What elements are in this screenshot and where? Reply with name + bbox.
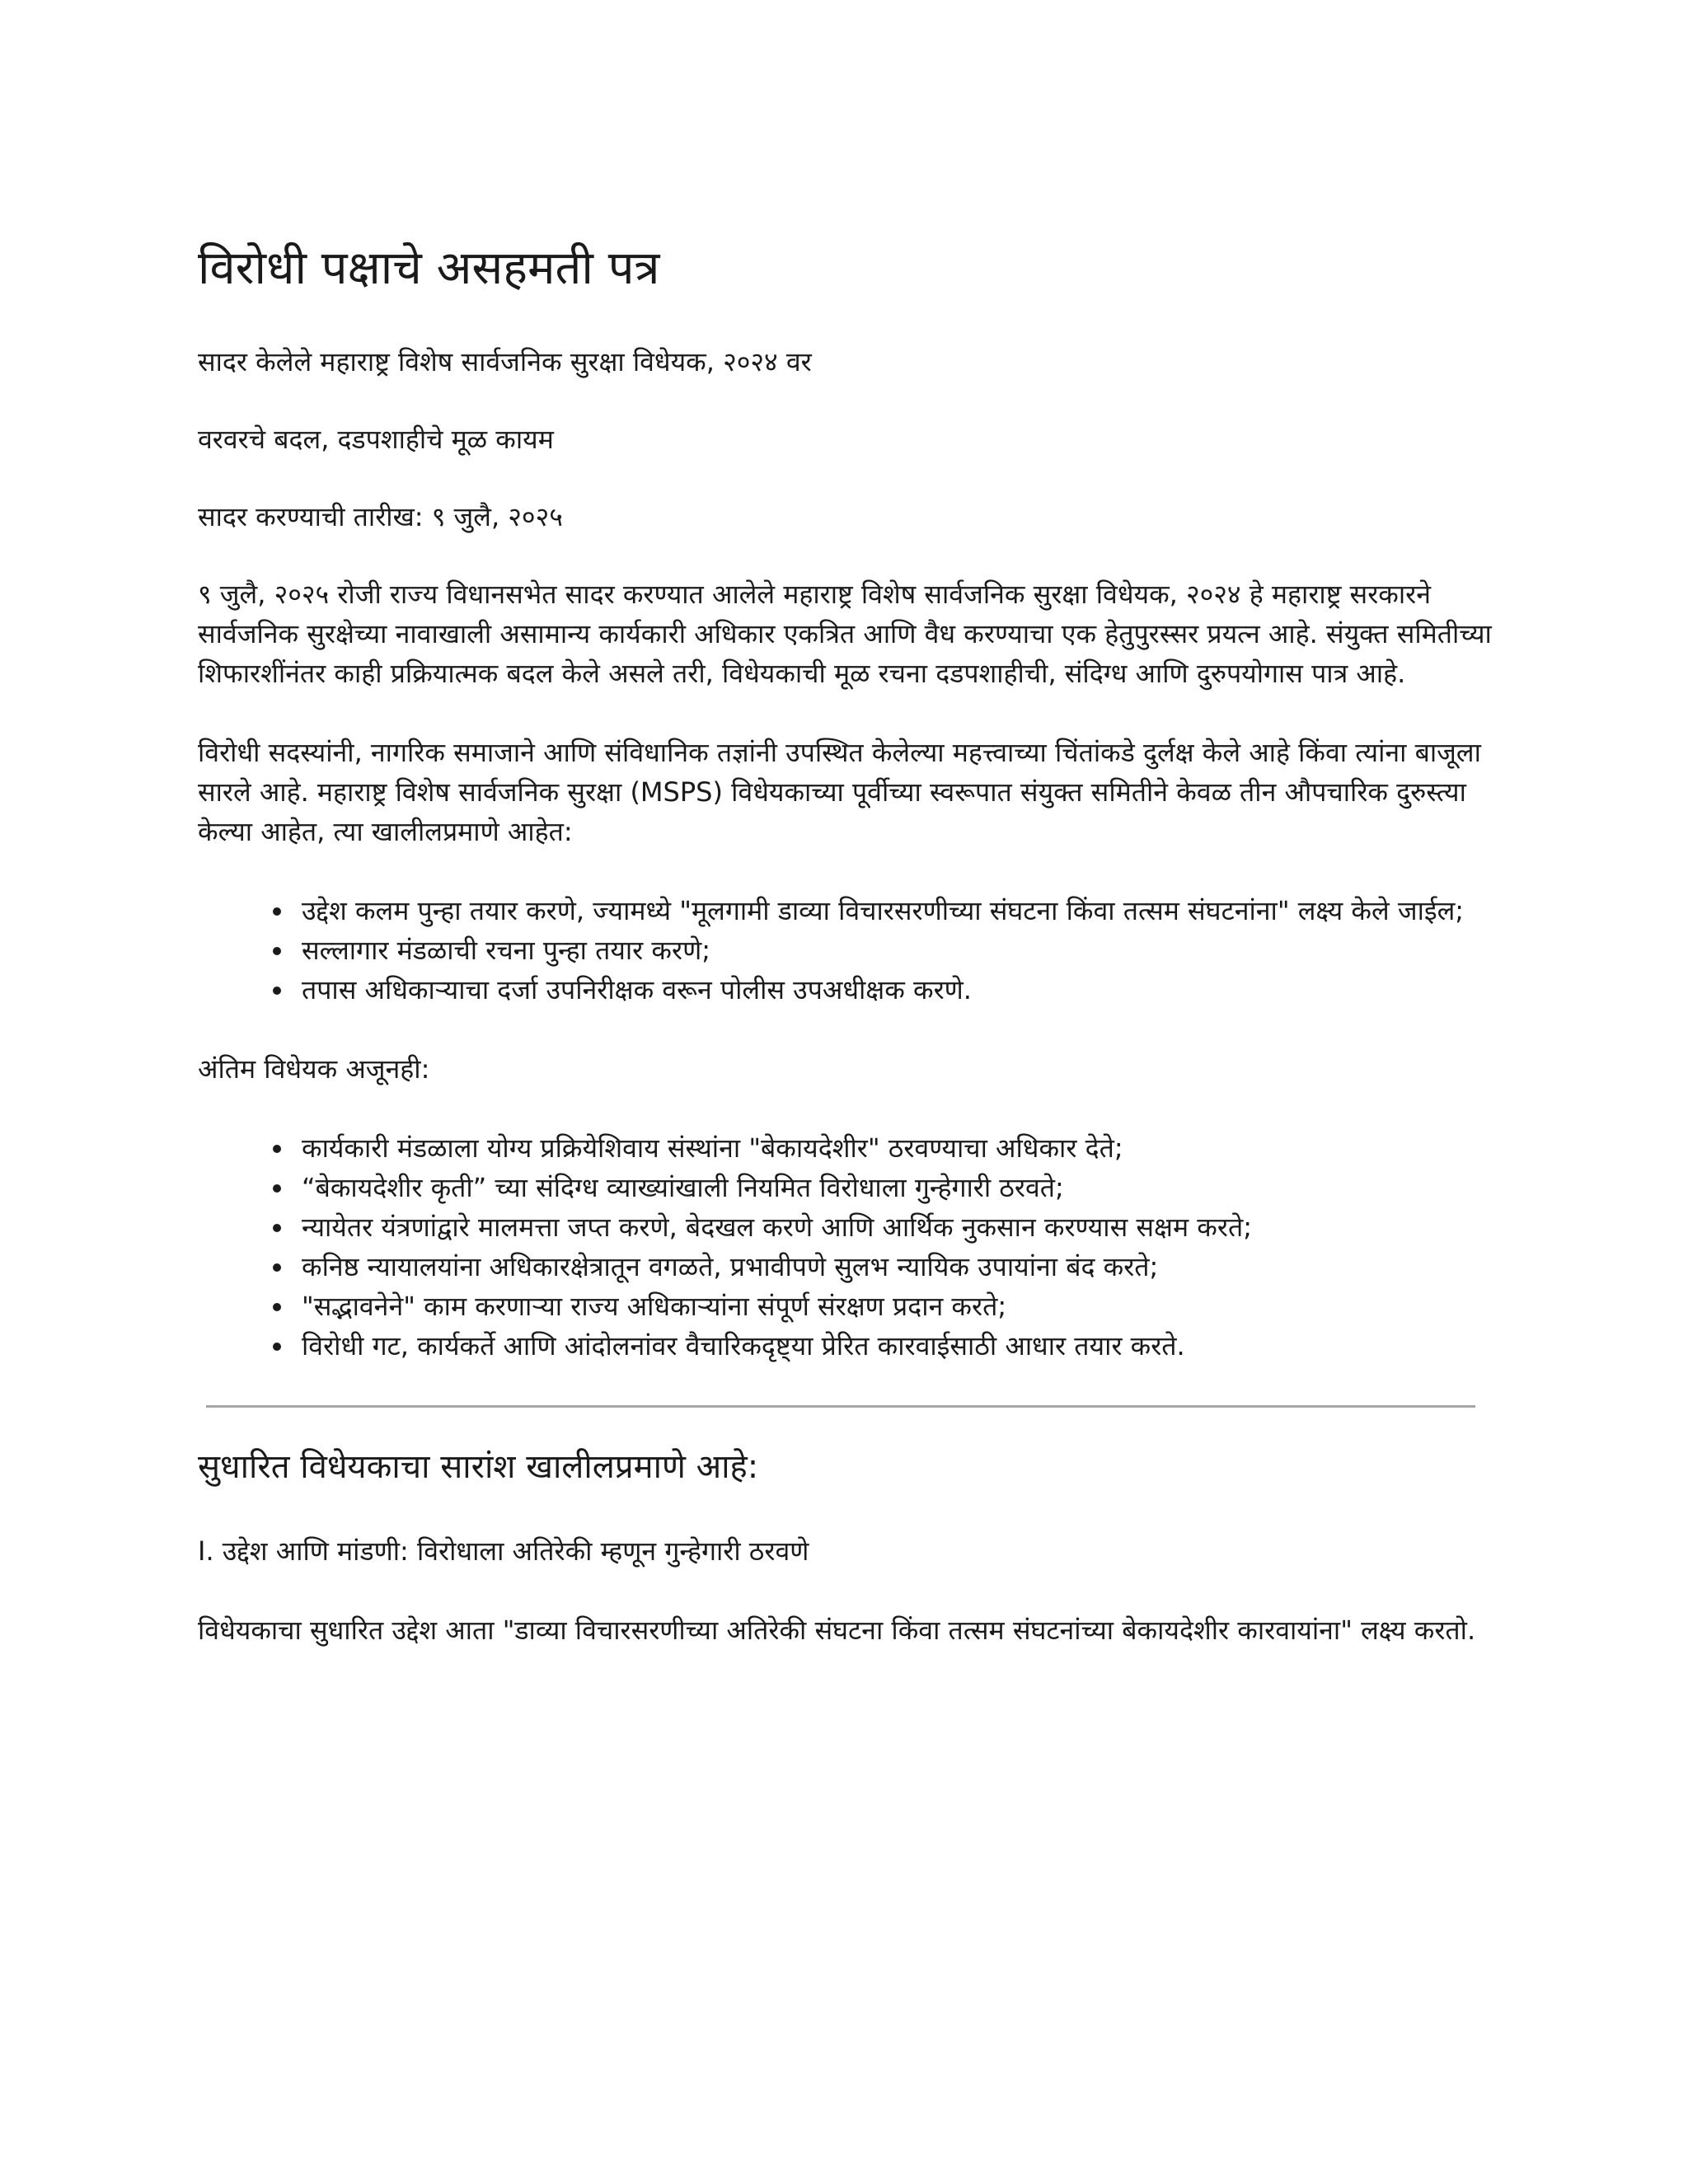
list-item: • उद्देश कलम पुन्हा तयार करणे, ज्यामध्ये "मूलगामी डाव्या विचारसरणीच्या संघटना किंवा तत्सम संघटनांना" लक्ष्य केले जाईल; — [295, 891, 1500, 930]
list-item: • कार्यकारी मंडळाला योग्य प्रक्रियेशिवाय संस्थांना "बेकायदेशीर" ठरवण्याचा अधिकार देते; — [295, 1128, 1500, 1168]
list-item: • विरोधी गट, कार्यकर्ते आणि आंदोलनांवर वैचारिकदृष्ट्या प्रेरित कारवाईसाठी आधार तयार करते. — [295, 1326, 1500, 1366]
document-page — [198, 239, 1500, 1690]
amendments-list — [198, 891, 1500, 1010]
document-title: विरोधी पक्षाचे असहमती पत्र — [198, 241, 660, 295]
submission-date: सादर करण्याची तारीख: ९ जुलै, २०२५ — [198, 500, 563, 532]
document-subtitle: सादर केलेले महाराष्ट्र विशेष सार्वजनिक सुरक्षा विधेयक, २०२४ वर — [198, 345, 812, 377]
section-heading: सुधारित विधेयकाचा सारांश खालीलप्रमाणे आहे: — [198, 1447, 759, 1486]
final-bill-list — [198, 1128, 1500, 1366]
objective-paragraph: विधेयकाचा सुधारित उद्देश आता "डाव्या विचारसरणीच्या अतिरेकी संघटना किंवा तत्सम संघटनांच्या बेकायदेशीर कारवायांना" लक्ष्य करतो. — [198, 1614, 1476, 1646]
intro-paragraph: ९ जुलै, २०२५ रोजी राज्य विधानसभेत सादर करण्यात आलेले महाराष्ट्र विशेष सार्वजनिक सुरक्षा विधेयक, २०२४ हे महाराष्ट्र सरकारने सार्वजनिक सुरक्षेच्या नावाखाली असामान्य कार्यकारी अधिकार एकत्रित आणि वैध करण्याचा एक हेतुपुरस्सर प्रयत्न आहे. संयुक्त समितीच्या शिफारशींनंतर काही प्रक्रियात्मक बदल केले असले तरी, विधेयकाची मूळ रचना दडपशाहीची, संदिग्ध आणि दुरुपयोगास पात्र आहे. — [198, 578, 1492, 689]
section-divider — [206, 1405, 1475, 1408]
concerns-paragraph: विरोधी सदस्यांनी, नागरिक समाजाने आणि संविधानिक तज्ञांनी उपस्थित केलेल्या महत्त्वाच्या चिंतांकडे दुर्लक्ष केले आहे किंवा त्यांना बाजूला सारले आहे. महाराष्ट्र विशेष सार्वजनिक सुरक्षा (MSPS) विधेयकाच्या पूर्वीच्या स्वरूपात संयुक्त समितीने केवळ तीन औपचारिक दुरुस्त्या केल्या आहेत, त्या खालीलप्रमाणे आहेत: — [198, 736, 1481, 847]
list-item: • "सद्भावनेने" काम करणाऱ्या राज्य अधिकाऱ्यांना संपूर्ण संरक्षण प्रदान करते; — [295, 1286, 1500, 1326]
list-item: • “बेकायदेशीर कृती” च्या संदिग्ध व्याख्यांखाली नियमित विरोधाला गुन्हेगारी ठरवते; — [295, 1168, 1500, 1207]
list-item: • कनिष्ठ न्यायालयांना अधिकारक्षेत्रातून वगळते, प्रभावीपणे सुलभ न्यायिक उपायांना बंद करते; — [295, 1247, 1500, 1286]
subsection-heading: I. उद्देश आणि मांडणी: विरोधाला अतिरेकी म्हणून गुन्हेगारी ठरवणे — [198, 1535, 809, 1567]
list-item: • तपास अधिकाऱ्याचा दर्जा उपनिरीक्षक वरून पोलीस उपअधीक्षक करणे. — [295, 970, 1500, 1010]
list-item: • न्यायेतर यंत्रणांद्वारे मालमत्ता जप्त करणे, बेदखल करणे आणि आर्थिक नुकसान करण्यास सक्षम करते; — [295, 1207, 1500, 1247]
list-item: • सल्लागार मंडळाची रचना पुन्हा तयार करणे; — [295, 930, 1500, 970]
final-bill-intro: अंतिम विधेयक अजूनही: — [198, 1052, 430, 1085]
document-tagline: वरवरचे बदल, दडपशाहीचे मूळ कायम — [198, 423, 554, 455]
